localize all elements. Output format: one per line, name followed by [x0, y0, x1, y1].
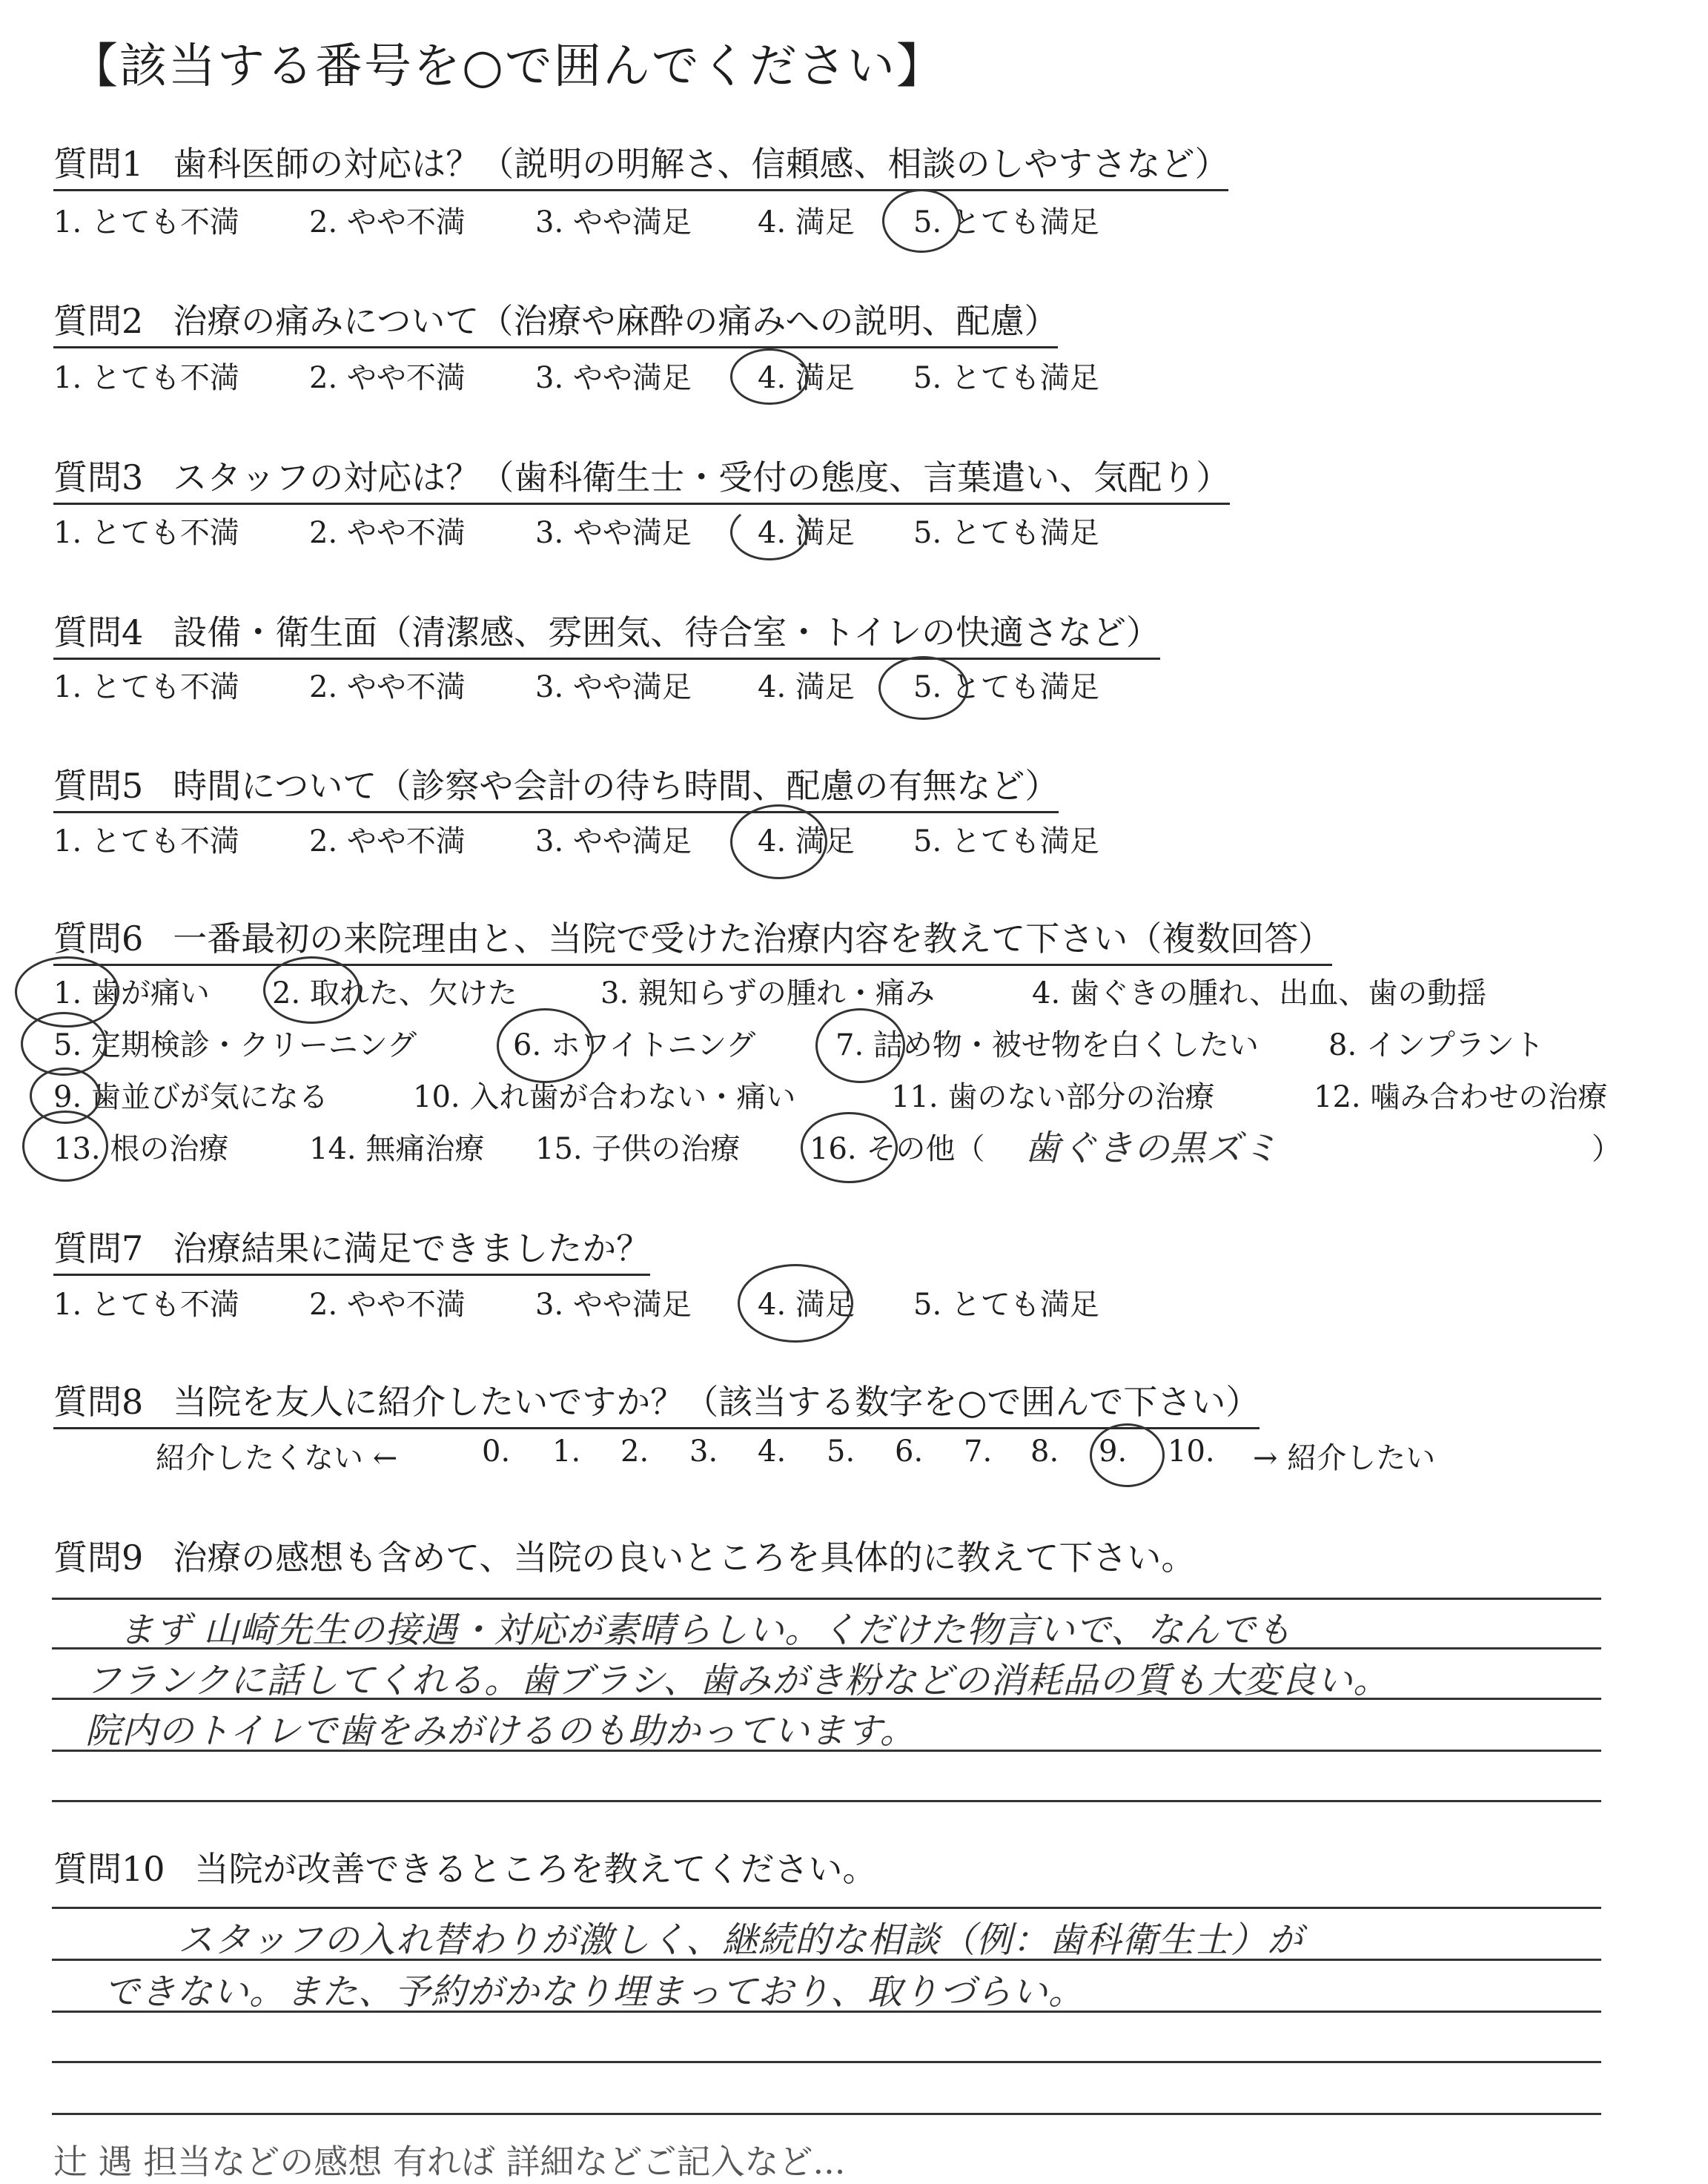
- question-4-options: [53, 664, 1239, 704]
- question-8-number: 質問8: [53, 1382, 144, 1422]
- q8-scale-2[interactable]: 2.: [620, 1435, 649, 1469]
- question-4-title: [53, 606, 1160, 660]
- q2-option-5[interactable]: 5. とても満足: [913, 361, 1099, 395]
- q8-scale-7[interactable]: 7.: [964, 1435, 993, 1469]
- q2-option-1[interactable]: 1. とても不満: [53, 361, 239, 395]
- q1-selected-circle: [882, 189, 961, 253]
- q6-option-2[interactable]: 2. 取れた、欠けた: [272, 976, 517, 1010]
- q6-option-11[interactable]: 11. 歯のない部分の治療: [891, 1080, 1215, 1114]
- q3-option-2[interactable]: 2. やや不満: [309, 516, 466, 550]
- q8-scale-1[interactable]: 1.: [552, 1435, 581, 1469]
- q3-selected-circle: [730, 504, 809, 560]
- q6-option-1[interactable]: 1. 歯が痛い: [53, 976, 210, 1010]
- q6-option-10[interactable]: 10. 入れ歯が合わない・痛い: [413, 1080, 796, 1114]
- q6-circle-6: [497, 1008, 594, 1083]
- q6-circle-2: [263, 956, 360, 1024]
- q1-option-3[interactable]: 3. やや満足: [535, 205, 692, 239]
- question-9-text: 治療の感想も含めて、当院の良いところを具体的に教えて下さい。: [173, 1538, 1196, 1578]
- q9-answer-text-1: まず 山崎先生の接遇・対応が素晴らしい。くだけた物言いで、なんでも: [119, 1609, 1293, 1651]
- question-4-number: 質問4: [53, 612, 144, 652]
- q6-circle-7: [815, 1008, 905, 1083]
- q7-option-1[interactable]: 1. とても不満: [53, 1288, 239, 1322]
- question-4-text: 設備・衛生面（清潔感、雰囲気、待合室・トイレの快適さなど）: [173, 612, 1160, 652]
- question-10-title: [53, 1842, 877, 1891]
- q6-option-15[interactable]: 15. 子供の治療: [535, 1132, 741, 1166]
- q7-option-5[interactable]: 5. とても満足: [913, 1288, 1099, 1322]
- q4-option-2[interactable]: 2. やや不満: [309, 670, 466, 704]
- q6-circle-13: [22, 1111, 108, 1182]
- question-7-number: 質問7: [53, 1228, 144, 1268]
- q8-scale-5[interactable]: 5.: [827, 1435, 855, 1469]
- question-7-options: [53, 1281, 1239, 1322]
- q8-scale-9[interactable]: 9.: [1099, 1435, 1128, 1469]
- q6-option-4[interactable]: 4. 歯ぐきの腫れ、出血、歯の動揺: [1032, 976, 1487, 1010]
- question-2-title: [53, 294, 1058, 348]
- q10-answer-text-2: できない。また、予約がかなり埋まっており、取りづらい。: [104, 1971, 1085, 2013]
- q4-option-4[interactable]: 4. 満足: [758, 670, 855, 704]
- question-1-number: 質問1: [53, 144, 144, 184]
- question-9-number: 質問9: [53, 1538, 144, 1578]
- q8-scale-10[interactable]: 10.: [1168, 1435, 1215, 1469]
- q2-option-4[interactable]: 4. 満足: [758, 361, 855, 395]
- q9-answer-text-3: 院内のトイレで歯をみがけるのも助かっています。: [85, 1710, 916, 1752]
- question-1-text: 歯科医師の対応は？（説明の明解さ、信頼感、相談のしやすさなど）: [173, 144, 1229, 184]
- q9-answer-line-1: [52, 1598, 1601, 1600]
- question-3-title: [53, 451, 1230, 505]
- q5-option-3[interactable]: 3. やや満足: [535, 824, 692, 858]
- question-5-number: 質問5: [53, 766, 144, 806]
- q2-option-2[interactable]: 2. やや不満: [309, 361, 466, 395]
- q8-left-label: 紹介したくない ←: [156, 1441, 398, 1475]
- q10-answer-line-1: [52, 1907, 1601, 1909]
- q6-option-6[interactable]: 6. ホワイトニング: [513, 1028, 756, 1062]
- q8-scale-8[interactable]: 8.: [1030, 1435, 1059, 1469]
- question-8-title: [53, 1375, 1260, 1429]
- q3-option-4[interactable]: 4. 満足: [758, 516, 855, 550]
- q6-option-9[interactable]: 9. 歯並びが気になる: [53, 1080, 328, 1114]
- q4-option-3[interactable]: 3. やや満足: [535, 670, 692, 704]
- q6-option-5[interactable]: 5. 定期検診・クリーニング: [53, 1028, 417, 1062]
- q8-scale-3[interactable]: 3.: [689, 1435, 718, 1469]
- q8-scale-6[interactable]: 6.: [895, 1435, 924, 1469]
- question-1-options: [53, 199, 1239, 239]
- q6-other-close: ）: [1592, 1132, 1621, 1166]
- question-2-number: 質問2: [53, 301, 144, 341]
- question-8-text: 当院を友人に紹介したいですか？（該当する数字を○で囲んで下さい）: [173, 1382, 1260, 1422]
- question-6-text: 一番最初の来院理由と、当院で受けた治療内容を教えて下さい（複数回答）: [173, 919, 1333, 959]
- q5-option-1[interactable]: 1. とても不満: [53, 824, 239, 858]
- q3-option-3[interactable]: 3. やや満足: [535, 516, 692, 550]
- question-6-number: 質問6: [53, 919, 144, 959]
- q1-option-4[interactable]: 4. 満足: [758, 205, 855, 239]
- question-2-text: 治療の痛みについて（治療や麻酔の痛みへの説明、配慮）: [173, 301, 1059, 341]
- q10-answer-line-4: [52, 2061, 1601, 2063]
- q6-option-12[interactable]: 12. 噛み合わせの治療: [1314, 1080, 1608, 1114]
- q6-circle-16: [801, 1112, 898, 1183]
- question-3-text: スタッフの対応は？（歯科衛生士・受付の態度、言葉遣い、気配り）: [173, 457, 1231, 497]
- q8-right-label: → 紹介したい: [1253, 1441, 1436, 1475]
- q5-option-4[interactable]: 4. 満足: [758, 824, 855, 858]
- q4-option-5[interactable]: 5. とても満足: [913, 670, 1099, 704]
- question-7-text: 治療結果に満足できましたか？: [173, 1228, 651, 1268]
- q8-scale-0[interactable]: 0.: [482, 1435, 511, 1469]
- question-7-title: [53, 1222, 650, 1276]
- question-3-options: [53, 509, 1239, 550]
- q10-answer-line-5: [52, 2113, 1601, 2115]
- q6-option-3[interactable]: 3. 親知らずの腫れ・痛み: [600, 976, 935, 1010]
- q2-option-3[interactable]: 3. やや満足: [535, 361, 692, 395]
- question-5-text: 時間について（診察や会計の待ち時間、配慮の有無など）: [173, 766, 1059, 806]
- q6-option-16[interactable]: 16. その他（: [810, 1132, 985, 1166]
- q2-selected-circle: [730, 348, 809, 405]
- question-9-title: [53, 1531, 1195, 1580]
- q8-selected-circle: [1090, 1423, 1165, 1487]
- q6-option-8[interactable]: 8. インプラント: [1328, 1028, 1544, 1062]
- q4-selected-circle: [878, 656, 968, 720]
- question-5-options: [53, 818, 1239, 858]
- q5-selected-circle: [730, 804, 827, 879]
- q1-option-2[interactable]: 2. やや不満: [309, 205, 466, 239]
- question-8-scale: [156, 1435, 1490, 1475]
- q3-option-5[interactable]: 5. とても満足: [913, 516, 1099, 550]
- question-10-text: 当院が改善できるところを教えてください。: [194, 1849, 877, 1889]
- question-2-options: [53, 354, 1239, 395]
- q9-answer-text-2: フランクに話してくれる。歯ブラシ、歯みがき粉などの消耗品の質も大変良い。: [85, 1660, 1390, 1701]
- q6-other-handwritten: 歯ぐきの黒ズミ: [1025, 1128, 1280, 1169]
- question-5-title: [53, 759, 1059, 813]
- q6-circle-5: [21, 1012, 107, 1076]
- q9-answer-line-5: [52, 1800, 1601, 1802]
- q5-option-5[interactable]: 5. とても満足: [913, 824, 1099, 858]
- q7-option-2[interactable]: 2. やや不満: [309, 1288, 466, 1322]
- footer-partial-text: 辻 遇 担当などの感想 有れば 詳細などご記入など...: [53, 2142, 846, 2182]
- q7-option-4[interactable]: 4. 満足: [758, 1288, 855, 1322]
- q6-option-7[interactable]: 7. 詰め物・被せ物を白くしたい: [835, 1028, 1259, 1062]
- page-title: 【該当する番号を○で囲んでください】: [70, 39, 945, 94]
- question-10-number: 質問10: [53, 1849, 165, 1889]
- q7-selected-circle: [738, 1264, 853, 1343]
- question-1-title: [53, 137, 1228, 191]
- question-3-number: 質問3: [53, 457, 144, 497]
- q6-option-14[interactable]: 14. 無痛治療: [309, 1132, 485, 1166]
- q3-option-1[interactable]: 1. とても不満: [53, 516, 239, 550]
- q10-answer-text-1: スタッフの入れ替わりが激しく、継続的な相談（例：歯科衛生士）が: [178, 1919, 1304, 1961]
- question-6-title: [53, 912, 1332, 966]
- q6-option-13[interactable]: 13. 根の治療: [53, 1132, 229, 1166]
- q8-scale-4[interactable]: 4.: [758, 1435, 787, 1469]
- q1-option-1[interactable]: 1. とても不満: [53, 205, 239, 239]
- q5-option-2[interactable]: 2. やや不満: [309, 824, 466, 858]
- q1-option-5[interactable]: 5. とても満足: [913, 205, 1099, 239]
- q4-option-1[interactable]: 1. とても不満: [53, 670, 239, 704]
- q7-option-3[interactable]: 3. やや満足: [535, 1288, 692, 1322]
